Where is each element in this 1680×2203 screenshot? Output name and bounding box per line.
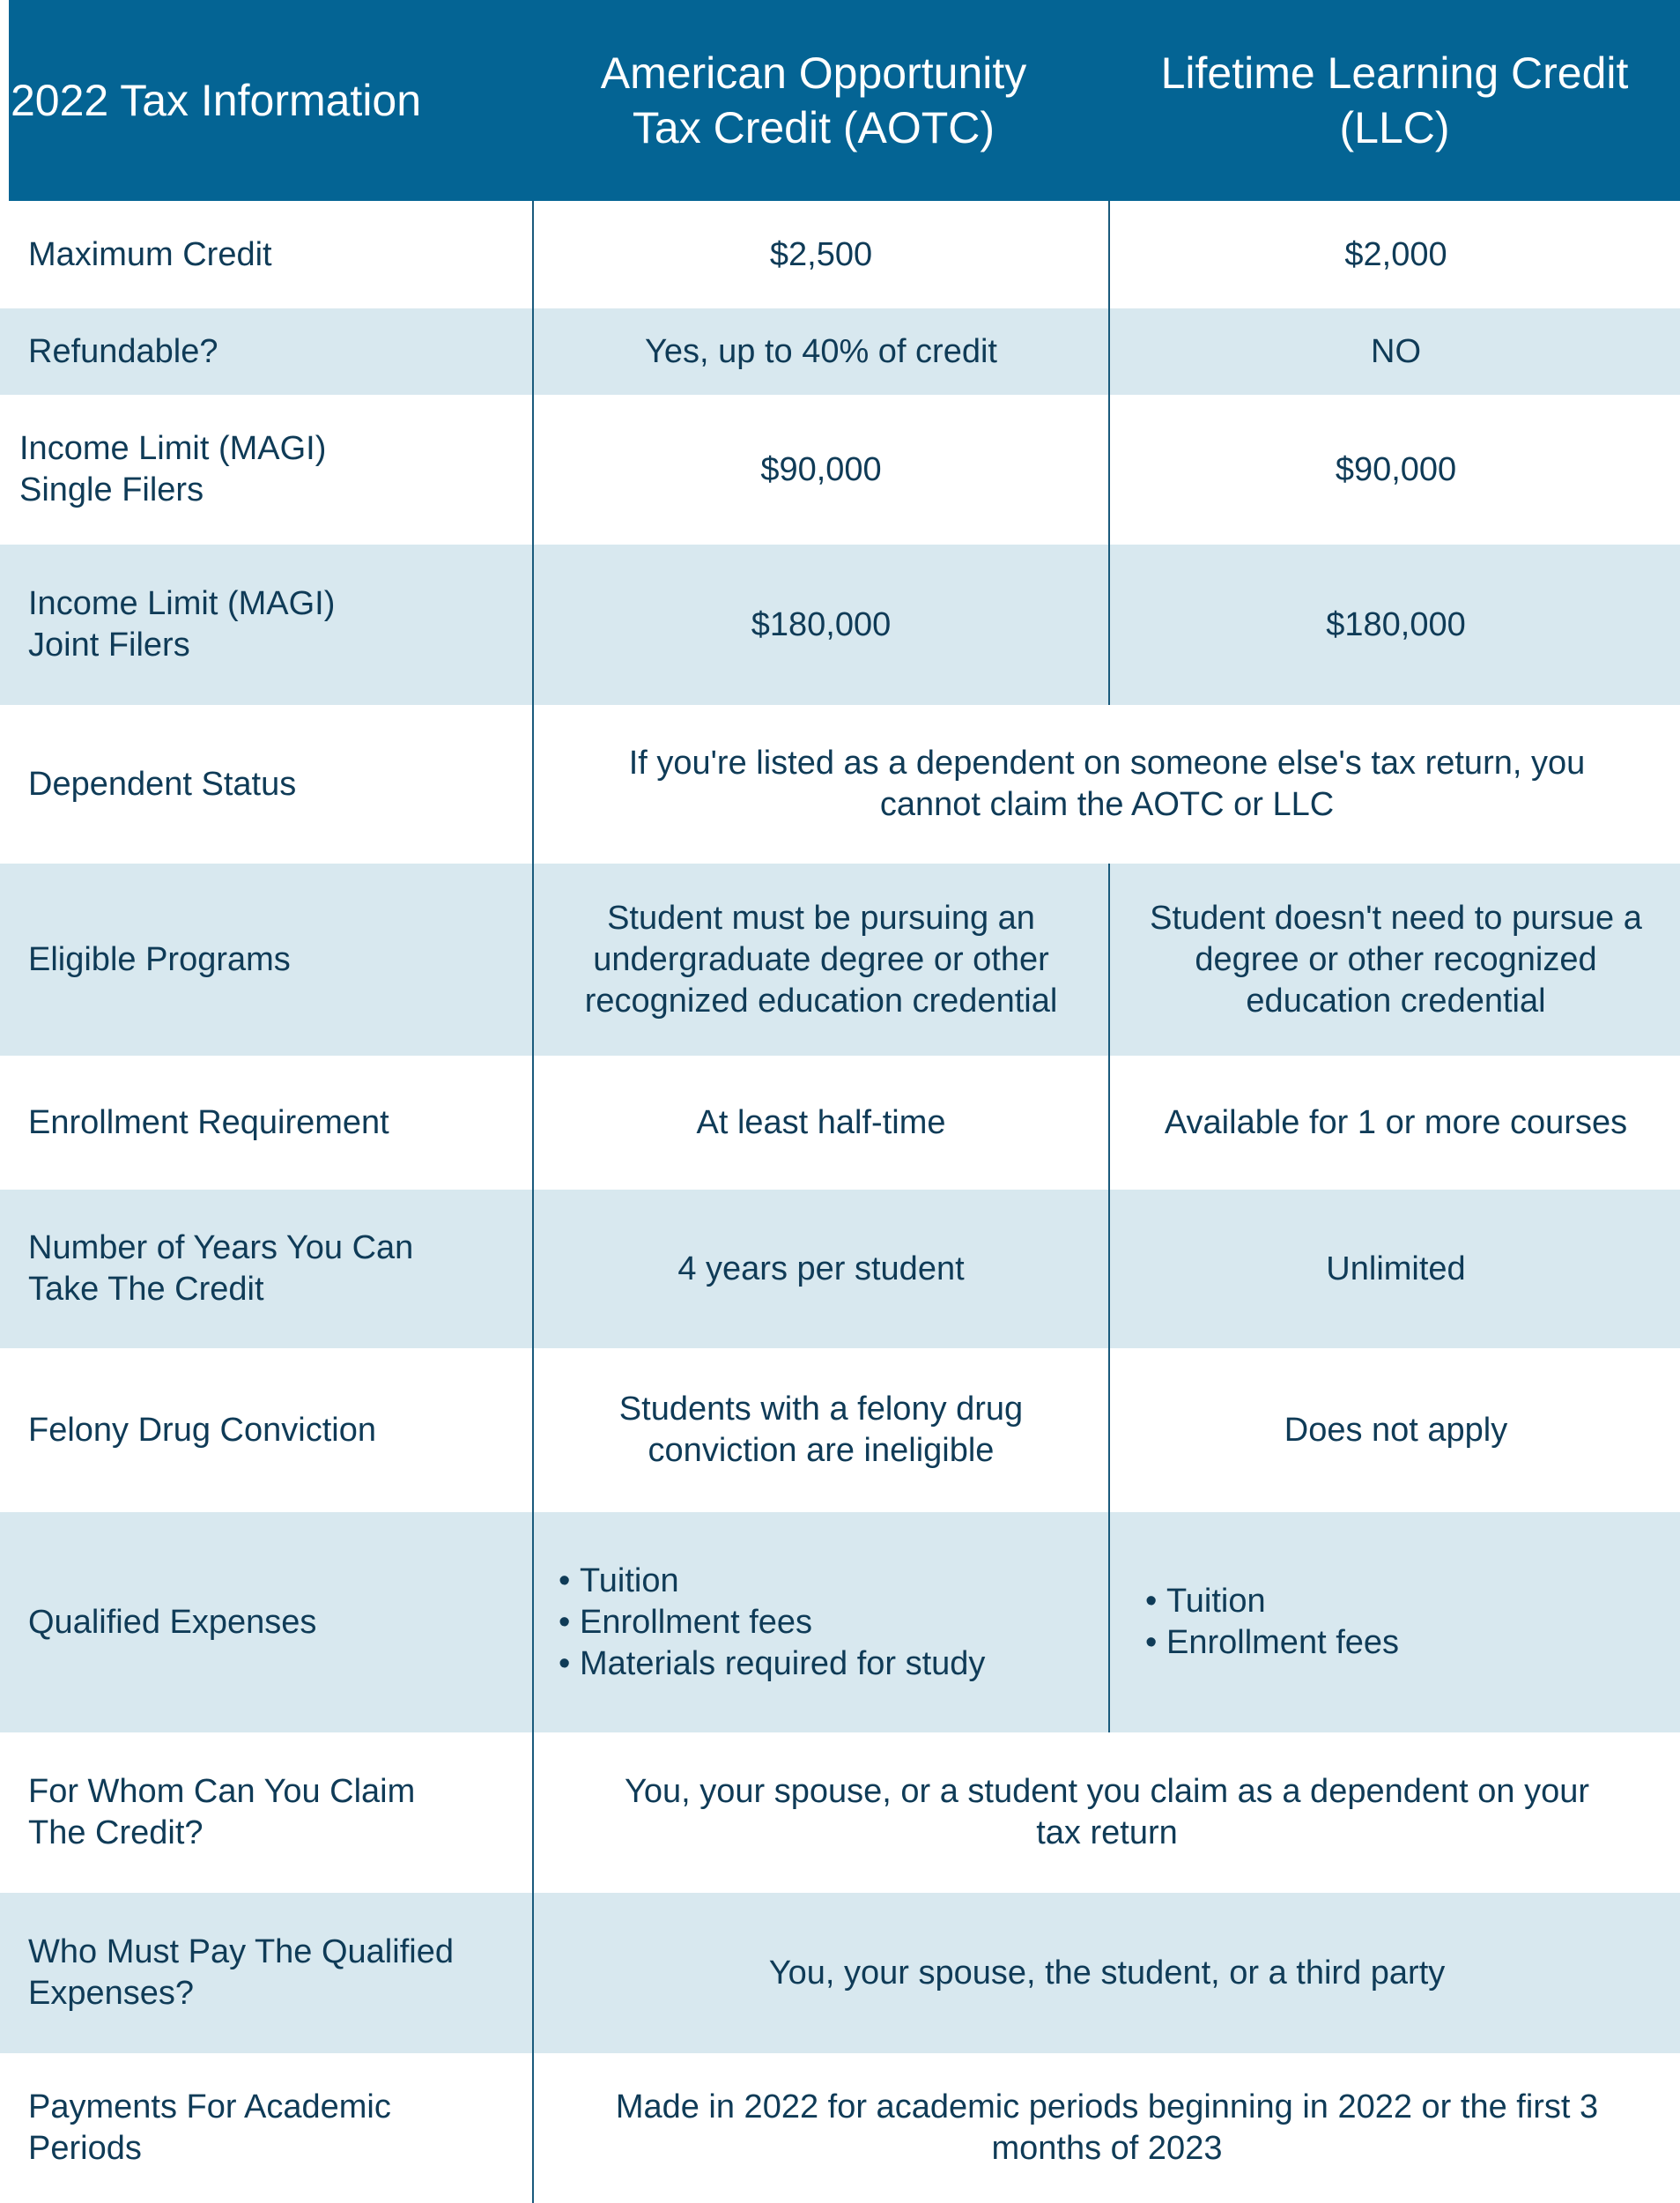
llc-value: $2,000 xyxy=(1344,235,1447,273)
aotc-expense-list xyxy=(559,1561,985,1685)
row-label-line1: Income Limit (MAGI) xyxy=(28,585,336,622)
header-aotc xyxy=(525,0,1102,201)
llc-value: Does not apply xyxy=(1284,1411,1508,1449)
aotc-value-line3: recognized education credential xyxy=(584,982,1058,1020)
row-dependent-status xyxy=(0,705,1680,864)
aotc-value xyxy=(534,1512,1108,1732)
aotc-value-line1: Students with a felony drug xyxy=(618,1391,1024,1428)
row-felony-drug-conviction xyxy=(0,1348,1680,1512)
llc-value-line3: education credential xyxy=(1246,982,1546,1020)
llc-value xyxy=(1112,1512,1680,1732)
column-divider-right xyxy=(1108,864,1110,1732)
row-label xyxy=(19,395,513,545)
row-who-must-pay xyxy=(0,1893,1680,2053)
header-llc-line1: Lifetime Learning Credit xyxy=(1160,48,1629,98)
llc-value: $90,000 xyxy=(1335,450,1457,488)
llc-value: NO xyxy=(1371,332,1421,370)
shared-value-line1: Made in 2022 for academic periods beginning in 2022 or the first 3 xyxy=(615,2088,1599,2125)
row-payments-academic-periods xyxy=(0,2053,1680,2203)
llc-value: Unlimited xyxy=(1326,1250,1466,1287)
llc-value-line1: Student doesn't need to pursue a xyxy=(1150,899,1642,937)
row-label-line2: Periods xyxy=(28,2130,142,2167)
row-label-line1: Who Must Pay The Qualified xyxy=(28,1933,454,1970)
row-label xyxy=(28,545,522,705)
llc-value: Available for 1 or more courses xyxy=(1164,1103,1628,1141)
row-label: Maximum Credit xyxy=(28,235,272,273)
aotc-value: $2,500 xyxy=(769,235,873,273)
shared-value-line2: tax return xyxy=(1036,1814,1178,1851)
row-label-line2: Take The Credit xyxy=(28,1271,264,1308)
shared-value-line2: cannot claim the AOTC or LLC xyxy=(879,786,1335,823)
aotc-value: At least half-time xyxy=(696,1103,946,1141)
row-income-limit-joint xyxy=(0,545,1680,705)
row-label xyxy=(28,1732,522,1893)
header-llc xyxy=(1109,0,1680,201)
header-llc-line2: (LLC) xyxy=(1339,103,1450,152)
header-aotc-line2: Tax Credit (AOTC) xyxy=(632,103,995,152)
list-item: • Tuition xyxy=(1145,1581,1399,1622)
aotc-value: 4 years per student xyxy=(677,1250,965,1287)
row-for-whom xyxy=(0,1732,1680,1893)
row-label xyxy=(28,1893,522,2053)
row-label-line1: Income Limit (MAGI) xyxy=(19,430,327,467)
row-label: Enrollment Requirement xyxy=(28,1103,389,1141)
column-divider-right xyxy=(1108,201,1110,705)
shared-value-line1: If you're listed as a dependent on someone else's tax return, you xyxy=(628,745,1586,782)
row-label-line1: Payments For Academic xyxy=(28,2088,391,2125)
row-label: Refundable? xyxy=(28,332,218,370)
column-divider-left xyxy=(532,201,534,2203)
row-eligible-programs xyxy=(0,864,1680,1056)
aotc-value-line2: undergraduate degree or other xyxy=(593,940,1049,978)
row-label-line2: Single Filers xyxy=(19,471,204,508)
row-number-of-years xyxy=(0,1190,1680,1348)
row-enrollment-requirement xyxy=(0,1056,1680,1190)
aotc-value-line2: conviction are ineligible xyxy=(648,1432,995,1469)
row-label-line2: The Credit? xyxy=(28,1814,204,1851)
aotc-value: Yes, up to 40% of credit xyxy=(645,332,997,370)
shared-value-line2: months of 2023 xyxy=(991,2130,1223,2167)
row-label-line2: Joint Filers xyxy=(28,627,190,664)
aotc-value: $90,000 xyxy=(760,450,882,488)
row-label: Felony Drug Conviction xyxy=(28,1411,376,1449)
row-label xyxy=(28,2053,522,2203)
row-label-line2: Expenses? xyxy=(28,1975,195,2012)
row-label: Dependent Status xyxy=(28,765,297,803)
row-maximum-credit xyxy=(0,201,1680,308)
aotc-value: $180,000 xyxy=(751,605,892,643)
list-item: • Materials required for study xyxy=(559,1643,985,1685)
row-label-line1: Number of Years You Can xyxy=(28,1229,414,1266)
list-item: • Enrollment fees xyxy=(559,1602,985,1643)
aotc-value-line1: Student must be pursuing an xyxy=(607,899,1035,937)
aotc-value xyxy=(534,864,1108,1056)
row-qualified-expenses xyxy=(0,1512,1680,1732)
row-label: Eligible Programs xyxy=(28,940,291,978)
shared-value: You, your spouse, the student, or a third party xyxy=(768,1954,1446,1992)
row-income-limit-single xyxy=(0,395,1680,545)
header-tax-information-text: 2022 Tax Information xyxy=(11,76,422,125)
header-tax-information xyxy=(11,0,522,201)
row-label xyxy=(28,1190,522,1348)
llc-value xyxy=(1112,864,1680,1056)
row-label: Qualified Expenses xyxy=(28,1603,317,1641)
header-aotc-line1: American Opportunity xyxy=(600,48,1027,98)
shared-value-line1: You, your spouse, or a student you claim as a dependent on your xyxy=(625,1773,1589,1810)
shared-value xyxy=(534,2053,1680,2203)
shared-value xyxy=(534,1732,1680,1893)
llc-value-line2: degree or other recognized xyxy=(1195,940,1597,978)
row-label-line1: For Whom Can You Claim xyxy=(28,1773,416,1810)
aotc-value xyxy=(534,1348,1108,1512)
list-item: • Enrollment fees xyxy=(1145,1622,1399,1664)
llc-expense-list xyxy=(1145,1581,1399,1664)
llc-value: $180,000 xyxy=(1326,605,1466,643)
shared-value xyxy=(534,705,1680,864)
list-item: • Tuition xyxy=(559,1561,985,1602)
row-refundable xyxy=(0,308,1680,395)
